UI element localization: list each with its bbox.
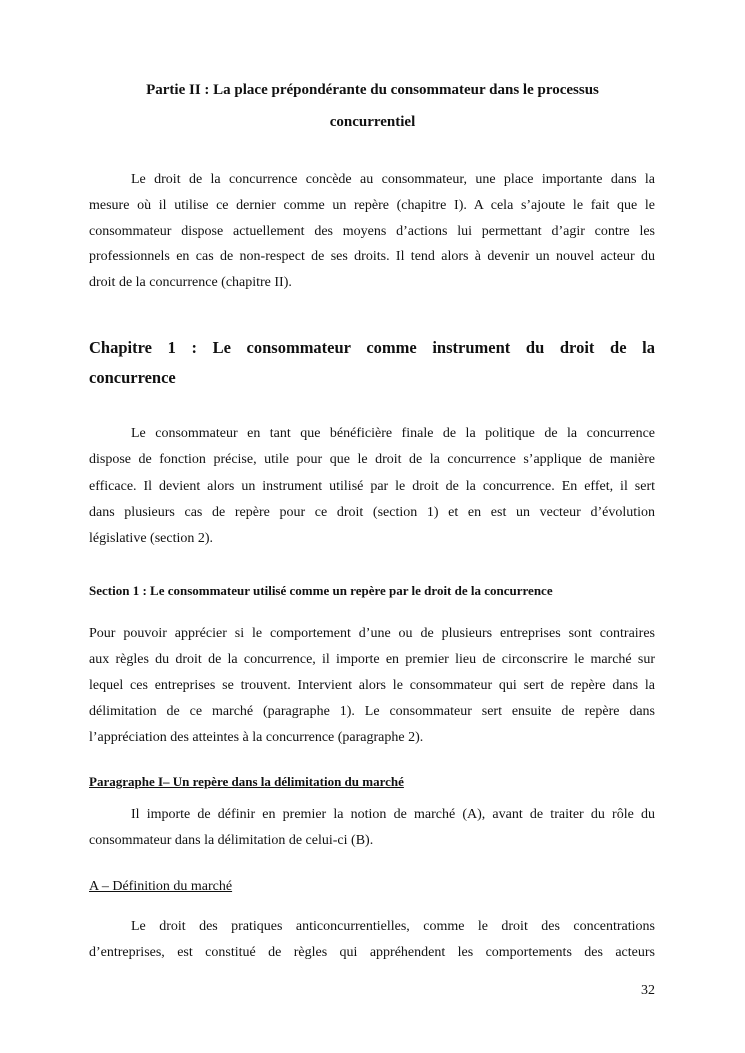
- intro-line: droit de la concurrence (chapitre II).: [89, 275, 292, 290]
- sub-text-line: d’entreprises, est constitué de règles qui appréhendent les comportements des acteurs: [89, 945, 655, 960]
- section-text-line: Pour pouvoir apprécier si le comportement d’une ou de plusieurs entreprises sont contraires: [89, 626, 655, 641]
- paragraph-text-line: Il importe de définir en premier la notion de marché (A), avant de traiter du rôle du: [131, 807, 655, 822]
- section-text-line: lequel ces entreprises se trouvent. Intervient alors le consommateur qui sert de repère dans la: [89, 678, 655, 693]
- paragraph-text-line: consommateur dans la délimitation de celui-ci (B).: [89, 833, 374, 848]
- part-title: Partie II : La place prépondérante du consommateur dans le processus: [146, 82, 599, 98]
- section-heading: Section 1 : Le consommateur utilisé comme un repère par le droit de la concurrence: [89, 583, 553, 598]
- chapter-title-cont: concurrence: [89, 368, 176, 387]
- sub-text-line: Le droit des pratiques anticoncurrentielles, comme le droit des concentrations: [131, 919, 655, 934]
- chapter-title: Chapitre 1 : Le consommateur comme instrument du droit de la: [89, 338, 655, 357]
- section-text-line: délimitation de ce marché (paragraphe 1). Le consommateur sert ensuite de repère dans: [89, 704, 655, 719]
- section-text-line: aux règles du droit de la concurrence, il importe en premier lieu de circonscrire le marché sur: [89, 652, 655, 667]
- page-number: 32: [641, 983, 655, 998]
- chapter-intro-line: dispose de fonction précise, utile pour que le droit de la concurrence s’applique de manière: [89, 452, 655, 467]
- chapter-intro-line: dans plusieurs cas de repère pour ce droit (section 1) et en est un vecteur d’évolution: [89, 505, 655, 520]
- intro-line: Le droit de la concurrence concède au consommateur, une place importante dans la: [131, 172, 655, 187]
- chapter-intro-line: législative (section 2).: [89, 531, 214, 546]
- intro-line: consommateur dispose actuellement des moyens d’actions lui permettant d’agir contre les: [89, 224, 655, 239]
- paragraph-heading: Paragraphe I– Un repère dans la délimitation du marché: [89, 774, 404, 789]
- part-title-cont: concurrentiel: [329, 114, 416, 130]
- subheading: A – Définition du marché: [89, 879, 233, 894]
- chapter-intro-line: efficace. Il devient alors un instrument utilisé par le droit de la concurrence. En effet, il sert: [89, 479, 655, 494]
- chapter-intro-line: Le consommateur en tant que bénéficière finale de la politique de la concurrence: [131, 426, 655, 441]
- intro-line: professionnels en cas de non-respect de ses droits. Il tend alors à devenir un nouvel acteur du: [89, 249, 655, 264]
- intro-line: mesure où il utilise ce dernier comme un repère (chapitre I). A cela s’ajoute le fait que le: [89, 198, 655, 213]
- section-text-line: l’appréciation des atteintes à la concurrence (paragraphe 2).: [89, 730, 424, 745]
